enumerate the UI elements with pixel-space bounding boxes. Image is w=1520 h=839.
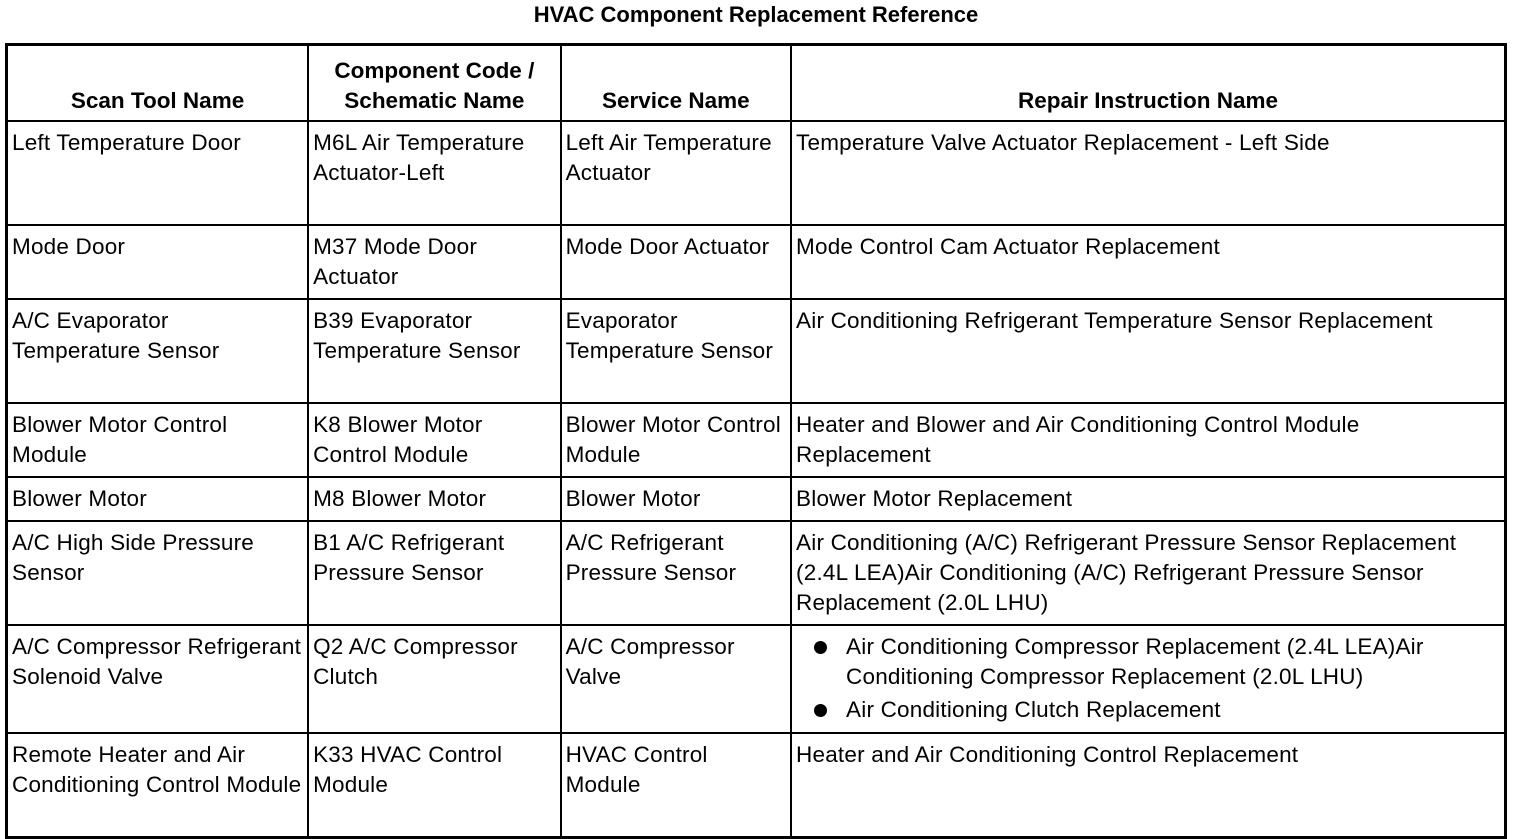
cell-scan-tool: A/C Compressor Refrigerant Solenoid Valve: [7, 625, 309, 733]
header-component-code: Component Code / Schematic Name: [308, 45, 561, 122]
cell-service: Mode Door Actuator: [561, 225, 791, 299]
repair-item-text: Air Conditioning Clutch Replacement: [846, 697, 1221, 722]
cell-service: Blower Motor Control Module: [561, 403, 791, 477]
table-row: [7, 403, 1506, 477]
bullet-icon: [814, 641, 827, 654]
table-row: [7, 299, 1506, 403]
cell-repair: Air Conditioning (A/C) Refrigerant Pressure Sensor Replacement (2.4L LEA)Air Conditioning (A/C) Refrigerant Pressure Sensor Replacement (2.0L LHU): [791, 521, 1505, 625]
cell-component: B39 Evaporator Temperature Sensor: [308, 299, 561, 403]
cell-scan-tool: A/C High Side Pressure Sensor: [7, 521, 309, 625]
cell-scan-tool: A/C Evaporator Temperature Sensor: [7, 299, 309, 403]
repair-item-text: Air Conditioning Compressor Replacement (2.4L LEA)Air Conditioning Compressor Replacement (2.0L LHU): [846, 634, 1424, 689]
table-row: [7, 733, 1506, 838]
cell-scan-tool: Remote Heater and Air Conditioning Control Module: [7, 733, 309, 838]
cell-scan-tool: Blower Motor Control Module: [7, 403, 309, 477]
cell-repair: Heater and Blower and Air Conditioning Control Module Replacement: [791, 403, 1505, 477]
cell-component: B1 A/C Refrigerant Pressure Sensor: [308, 521, 561, 625]
cell-scan-tool: Left Temperature Door: [7, 121, 309, 225]
cell-component: K8 Blower Motor Control Module: [308, 403, 561, 477]
table-row: [7, 121, 1506, 225]
bullet-icon: [814, 704, 827, 717]
header-service-name: Service Name: [561, 45, 791, 122]
header-scan-tool-name: Scan Tool Name: [7, 45, 309, 122]
table-row: [7, 625, 1506, 733]
cell-repair: [791, 625, 1505, 733]
cell-component: M6L Air Temperature Actuator-Left: [308, 121, 561, 225]
header-row: [7, 45, 1506, 122]
header-repair-instruction-name: Repair Instruction Name: [791, 45, 1505, 122]
cell-repair: Air Conditioning Refrigerant Temperature Sensor Replacement: [791, 299, 1505, 403]
list-item: [814, 632, 1500, 692]
cell-component: M37 Mode Door Actuator: [308, 225, 561, 299]
table-row: [7, 477, 1506, 521]
hvac-reference-table: [5, 43, 1507, 839]
cell-repair: Heater and Air Conditioning Control Replacement: [791, 733, 1505, 838]
cell-component: Q2 A/C Compressor Clutch: [308, 625, 561, 733]
cell-repair: Mode Control Cam Actuator Replacement: [791, 225, 1505, 299]
cell-service: Blower Motor: [561, 477, 791, 521]
cell-service: A/C Refrigerant Pressure Sensor: [561, 521, 791, 625]
cell-component: K33 HVAC Control Module: [308, 733, 561, 838]
cell-service: Left Air Temperature Actuator: [561, 121, 791, 225]
list-item: [814, 695, 1500, 725]
cell-service: A/C Compressor Valve: [561, 625, 791, 733]
table-row: [7, 521, 1506, 625]
page-title: HVAC Component Replacement Reference: [533, 2, 979, 27]
cell-repair: Blower Motor Replacement: [791, 477, 1505, 521]
cell-scan-tool: Mode Door: [7, 225, 309, 299]
table-row: [7, 225, 1506, 299]
repair-bullet-list: [796, 632, 1500, 725]
cell-service: Evaporator Temperature Sensor: [561, 299, 791, 403]
cell-scan-tool: Blower Motor: [7, 477, 309, 521]
cell-component: M8 Blower Motor: [308, 477, 561, 521]
cell-repair: Temperature Valve Actuator Replacement - Left Side: [791, 121, 1505, 225]
cell-service: HVAC Control Module: [561, 733, 791, 838]
